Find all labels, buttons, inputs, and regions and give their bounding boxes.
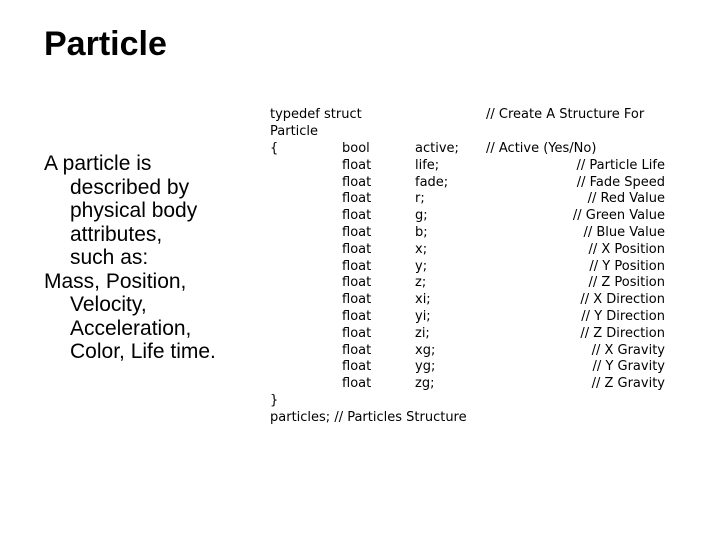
description-line: Color, Life time. <box>70 340 216 363</box>
field-comment: // Blue Value <box>583 224 665 240</box>
field-comment: // Y Position <box>589 258 665 274</box>
description-line: Acceleration, <box>70 316 192 340</box>
field-comment: // Z Direction <box>580 325 665 341</box>
field-name: xg; <box>415 342 436 358</box>
field-comment: // Red Value <box>587 191 665 207</box>
struct-field-row <box>270 343 700 360</box>
field-name: xi; <box>415 292 431 308</box>
field-type: float <box>342 174 372 190</box>
field-comment: // Y Gravity <box>592 359 665 375</box>
field-comment: // Z Gravity <box>591 376 665 392</box>
field-comment: // X Gravity <box>591 342 665 358</box>
code-header-line: typedef struct <box>270 107 362 122</box>
struct-field-row <box>270 309 700 326</box>
field-comment: // Particle Life <box>576 157 665 173</box>
struct-field-row <box>270 275 700 292</box>
field-type: float <box>342 208 372 224</box>
field-type: bool <box>342 141 370 156</box>
field-type: float <box>342 157 372 173</box>
code-header-line: Particle <box>270 124 319 139</box>
struct-field-row <box>270 158 700 175</box>
code-header-comment: // Create A Structure For <box>486 107 645 122</box>
field-comment: // Z Position <box>588 275 665 291</box>
field-comment: // Green Value <box>572 208 665 224</box>
struct-field-row <box>270 292 700 309</box>
description-line: physical body <box>70 199 198 222</box>
field-type: float <box>342 325 372 341</box>
code-footer: particles; // Particles Structure <box>270 410 467 425</box>
field-type: float <box>342 191 372 207</box>
field-name: y; <box>415 258 428 274</box>
field-name: active; <box>415 141 459 156</box>
open-brace: { <box>270 141 279 156</box>
field-name: yg; <box>415 359 436 375</box>
field-name: r; <box>415 191 425 207</box>
field-type: float <box>342 275 372 291</box>
slide-title: Particle <box>44 25 167 63</box>
field-type: float <box>342 342 372 358</box>
description-line: attributes, <box>70 222 163 246</box>
struct-field-row <box>270 191 700 208</box>
field-type: float <box>342 241 372 257</box>
field-type: float <box>342 376 372 392</box>
field-type: float <box>342 359 372 375</box>
field-comment: // Fade Speed <box>576 174 665 190</box>
struct-field-row <box>270 242 700 259</box>
description-line: such as: <box>70 246 149 269</box>
struct-fields <box>270 141 700 393</box>
description-line: A particle is <box>44 152 152 175</box>
struct-field-row <box>270 225 700 242</box>
field-name: zi; <box>415 325 430 341</box>
field-name: zg; <box>415 376 435 392</box>
field-name: g; <box>415 208 428 224</box>
struct-field-row <box>270 359 700 376</box>
field-type: float <box>342 258 372 274</box>
close-brace: } <box>270 393 279 408</box>
description-line: described by <box>70 175 190 199</box>
struct-field-row <box>270 259 700 276</box>
field-comment: // Active (Yes/No) <box>486 141 597 156</box>
field-type: float <box>342 308 372 324</box>
field-comment: // Y Direction <box>581 308 665 324</box>
field-type: float <box>342 292 372 308</box>
struct-field-row <box>270 376 700 393</box>
field-name: z; <box>415 275 427 291</box>
field-name: x; <box>415 241 428 257</box>
description-line: Velocity, <box>70 293 147 316</box>
description-line: Mass, Position, <box>44 269 187 293</box>
field-comment: // X Position <box>588 241 665 257</box>
struct-field-row <box>270 326 700 343</box>
description-text <box>44 152 264 364</box>
field-name: life; <box>415 157 440 173</box>
field-type: float <box>342 224 372 240</box>
field-comment: // X Direction <box>580 292 665 308</box>
field-name: fade; <box>415 174 449 190</box>
struct-field-row <box>270 141 700 158</box>
field-name: yi; <box>415 308 431 324</box>
field-name: b; <box>415 224 428 240</box>
struct-field-row <box>270 175 700 192</box>
struct-field-row <box>270 208 700 225</box>
